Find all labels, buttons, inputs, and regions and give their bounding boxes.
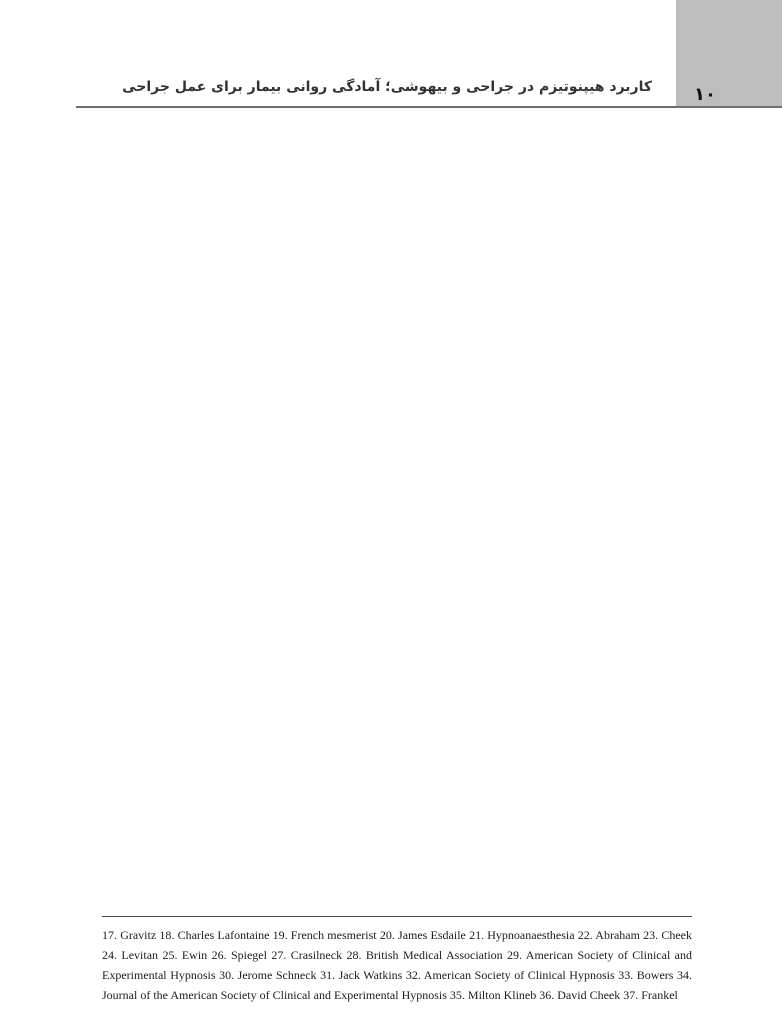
- footnote-divider: [102, 916, 692, 917]
- body-paragraph: [102, 136, 692, 265]
- main-body-text: [102, 136, 692, 906]
- body-paragraph: [102, 619, 692, 906]
- body-paragraph: [102, 272, 692, 612]
- header-divider: [76, 106, 782, 108]
- page-number: ۱۰: [694, 84, 716, 105]
- footnotes: 17. Gravitz 18. Charles Lafontaine 19. French mesmerist 20. James Esdaile 21. Hypnoanaesthesia 22. Abraham 23. Cheek 24. Levitan 25. Ewin 26. Spiegel 27. Crasilneck 28. British Medical Association 29. American Society of Clinical and Experimental Hypnosis 30. Jerome Schneck 31. Jack Watkins 32. American Society of Clinical Hypnosis 33. Bowers 34. Journal of the American Society of Clinical and Experimental Hypnosis 35. Milton Klineb 36. David Cheek 37. Frankel: [102, 928, 692, 1002]
- running-head-title: کاربرد هیپنوتیزم در جراحی و بیهوشی؛ آمادگی روانی بیمار برای عمل جراحی: [122, 79, 652, 95]
